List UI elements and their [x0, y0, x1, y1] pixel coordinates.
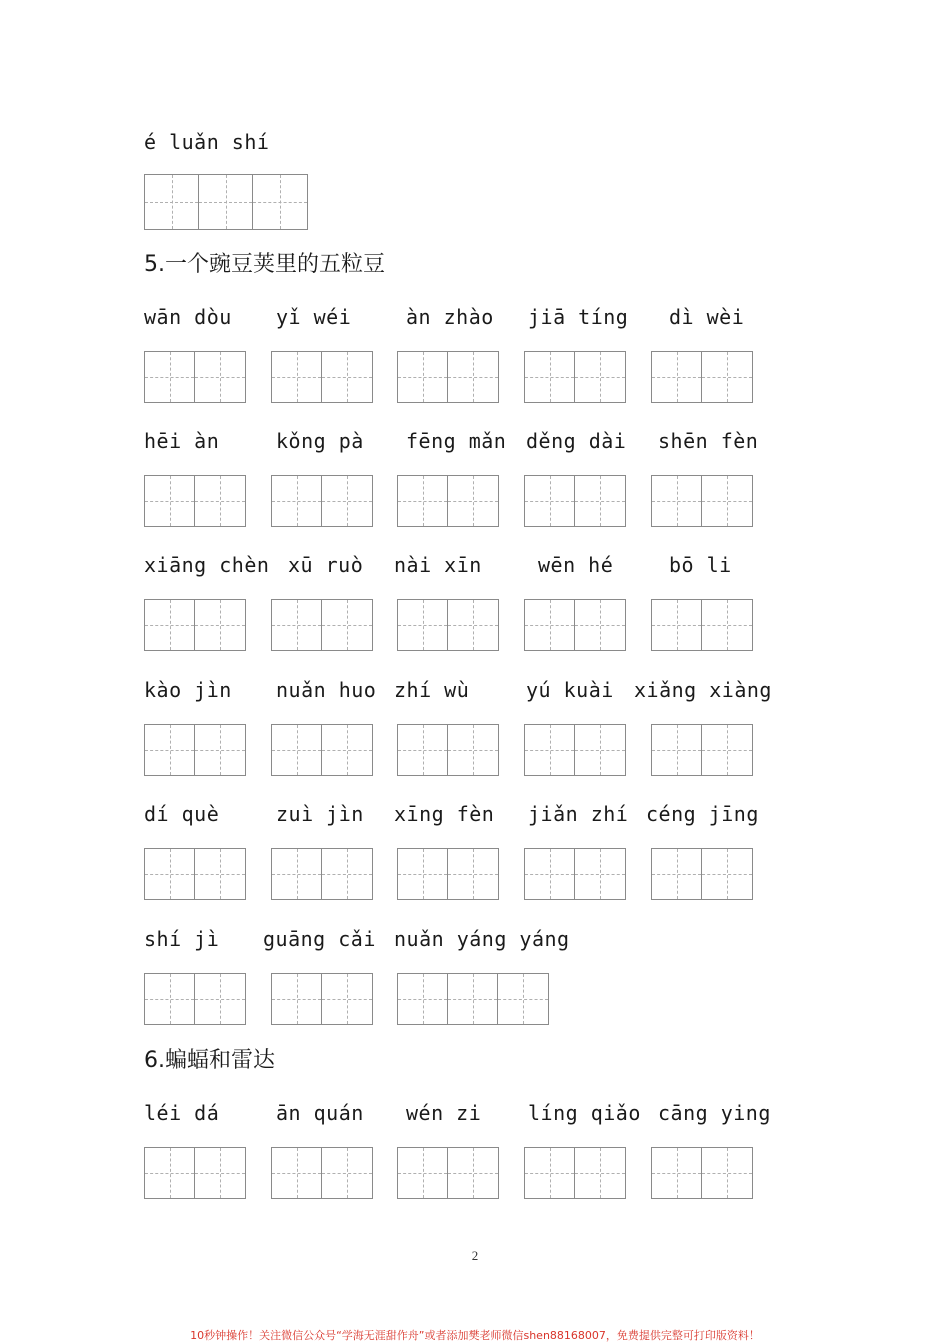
pinyin-label: xiāng chèn: [144, 553, 270, 577]
character-cell[interactable]: [652, 1148, 702, 1198]
character-grid: [271, 724, 373, 776]
character-cell[interactable]: [195, 1148, 245, 1198]
pinyin-label: xū ruò: [288, 553, 364, 577]
character-grid: [524, 848, 626, 900]
character-cell[interactable]: [448, 476, 498, 526]
character-cell[interactable]: [702, 725, 752, 775]
character-cell[interactable]: [195, 600, 245, 650]
character-cell[interactable]: [195, 974, 245, 1024]
pinyin-label: é luǎn shí: [144, 130, 270, 154]
character-cell[interactable]: [448, 974, 498, 1024]
pinyin-label: jiā tíng: [528, 305, 629, 329]
pinyin-label: dì wèi: [669, 305, 745, 329]
character-grid: [524, 599, 626, 651]
pinyin-label: xīng fèn: [394, 802, 495, 826]
character-cell[interactable]: [398, 725, 448, 775]
character-cell[interactable]: [272, 600, 322, 650]
character-grid: [271, 1147, 373, 1199]
pinyin-label: céng jīng: [646, 802, 759, 826]
pinyin-label: àn zhào: [406, 305, 494, 329]
character-cell[interactable]: [575, 1148, 625, 1198]
character-cell[interactable]: [398, 974, 448, 1024]
character-cell[interactable]: [525, 476, 575, 526]
pinyin-label: líng qiǎo: [528, 1101, 641, 1125]
pinyin-label: zhí wù: [394, 678, 470, 702]
character-cell[interactable]: [195, 352, 245, 402]
character-cell[interactable]: [525, 1148, 575, 1198]
character-cell[interactable]: [272, 352, 322, 402]
character-cell[interactable]: [652, 352, 702, 402]
character-cell[interactable]: [498, 974, 548, 1024]
character-cell[interactable]: [575, 600, 625, 650]
pinyin-label: wēn hé: [538, 553, 614, 577]
character-cell[interactable]: [652, 725, 702, 775]
character-grid: [144, 174, 308, 230]
character-cell[interactable]: [652, 600, 702, 650]
pinyin-label: shí jì: [144, 927, 220, 951]
character-grid: [651, 475, 753, 527]
pinyin-label: wén zi: [406, 1101, 482, 1125]
pinyin-label: fēng mǎn: [406, 429, 507, 453]
pinyin-label: jiǎn zhí: [528, 802, 629, 826]
character-grid: [524, 724, 626, 776]
character-cell[interactable]: [145, 974, 195, 1024]
character-cell[interactable]: [525, 725, 575, 775]
character-cell[interactable]: [448, 725, 498, 775]
pinyin-label: děng dài: [526, 429, 627, 453]
character-cell[interactable]: [575, 476, 625, 526]
character-cell[interactable]: [322, 1148, 372, 1198]
character-cell[interactable]: [145, 725, 195, 775]
character-cell[interactable]: [145, 849, 195, 899]
section-title: 5.一个豌豆荚里的五粒豆: [144, 252, 385, 277]
character-cell[interactable]: [575, 849, 625, 899]
character-cell[interactable]: [652, 476, 702, 526]
pinyin-label: dí què: [144, 802, 220, 826]
character-grid: [651, 351, 753, 403]
character-cell[interactable]: [652, 849, 702, 899]
pinyin-label: yǐ wéi: [276, 305, 352, 329]
character-grid: [524, 475, 626, 527]
character-grid: [651, 724, 753, 776]
character-grid: [144, 973, 246, 1025]
character-cell[interactable]: [272, 476, 322, 526]
character-cell[interactable]: [253, 175, 307, 229]
pinyin-label: nài xīn: [394, 553, 482, 577]
pinyin-label: cāng ying: [658, 1101, 771, 1125]
character-grid: [651, 1147, 753, 1199]
character-grid: [271, 351, 373, 403]
pinyin-label: hēi àn: [144, 429, 220, 453]
character-cell[interactable]: [525, 600, 575, 650]
character-grid: [651, 599, 753, 651]
character-cell[interactable]: [145, 175, 199, 229]
character-cell[interactable]: [702, 849, 752, 899]
pinyin-label: wān dòu: [144, 305, 232, 329]
character-cell[interactable]: [195, 725, 245, 775]
character-cell[interactable]: [398, 600, 448, 650]
character-grid: [271, 599, 373, 651]
character-cell[interactable]: [322, 725, 372, 775]
character-grid: [144, 1147, 246, 1199]
character-cell[interactable]: [448, 1148, 498, 1198]
footer-note: 10秒钟操作！关注微信公众号“学海无涯甜作舟”或者添加樊老师微信shen88168007，免费提供完整可打印版资料！: [190, 1329, 760, 1342]
character-cell[interactable]: [199, 175, 253, 229]
section-title: 6.蝙蝠和雷达: [144, 1048, 275, 1073]
character-cell[interactable]: [448, 600, 498, 650]
character-grid: [524, 1147, 626, 1199]
character-cell[interactable]: [398, 352, 448, 402]
pinyin-label: léi dá: [144, 1101, 220, 1125]
character-grid: [144, 351, 246, 403]
character-cell[interactable]: [145, 1148, 195, 1198]
character-cell[interactable]: [272, 725, 322, 775]
character-cell[interactable]: [398, 1148, 448, 1198]
pinyin-label: kào jìn: [144, 678, 232, 702]
character-cell[interactable]: [702, 1148, 752, 1198]
character-cell[interactable]: [448, 352, 498, 402]
character-cell[interactable]: [702, 352, 752, 402]
pinyin-label: guāng cǎi: [263, 927, 376, 951]
page-number: 2: [471, 1248, 479, 1263]
character-cell[interactable]: [195, 849, 245, 899]
character-cell[interactable]: [195, 476, 245, 526]
character-cell[interactable]: [322, 849, 372, 899]
pinyin-label: kǒng pà: [276, 429, 364, 453]
character-cell[interactable]: [525, 849, 575, 899]
character-grid: [397, 1147, 499, 1199]
character-grid: [397, 351, 499, 403]
pinyin-label: ān quán: [276, 1101, 364, 1125]
character-cell[interactable]: [322, 974, 372, 1024]
character-cell[interactable]: [272, 849, 322, 899]
character-cell[interactable]: [525, 352, 575, 402]
character-grid: [271, 475, 373, 527]
character-grid: [144, 724, 246, 776]
character-grid: [397, 475, 499, 527]
character-grid: [651, 848, 753, 900]
character-cell[interactable]: [272, 1148, 322, 1198]
character-cell[interactable]: [145, 476, 195, 526]
character-grid: [524, 351, 626, 403]
pinyin-label: shēn fèn: [658, 429, 759, 453]
character-cell[interactable]: [398, 849, 448, 899]
character-cell[interactable]: [702, 476, 752, 526]
character-cell[interactable]: [272, 974, 322, 1024]
character-cell[interactable]: [322, 352, 372, 402]
character-grid: [144, 475, 246, 527]
pinyin-label: nuǎn huo: [276, 678, 377, 702]
pinyin-label: nuǎn yáng yáng: [394, 927, 570, 951]
character-cell[interactable]: [575, 352, 625, 402]
pinyin-label: xiǎng xiàng: [634, 678, 772, 702]
character-grid: [397, 599, 499, 651]
character-grid: [397, 848, 499, 900]
character-cell[interactable]: [322, 476, 372, 526]
character-grid: [397, 973, 549, 1025]
pinyin-label: yú kuài: [526, 678, 614, 702]
character-grid: [271, 973, 373, 1025]
character-cell[interactable]: [702, 600, 752, 650]
character-grid: [144, 848, 246, 900]
character-cell[interactable]: [145, 600, 195, 650]
pinyin-label: bō li: [669, 553, 732, 577]
character-cell[interactable]: [145, 352, 195, 402]
pinyin-label: zuì jìn: [276, 802, 364, 826]
character-cell[interactable]: [448, 849, 498, 899]
character-cell[interactable]: [575, 725, 625, 775]
character-cell[interactable]: [398, 476, 448, 526]
character-cell[interactable]: [322, 600, 372, 650]
character-grid: [144, 599, 246, 651]
character-grid: [397, 724, 499, 776]
character-grid: [271, 848, 373, 900]
